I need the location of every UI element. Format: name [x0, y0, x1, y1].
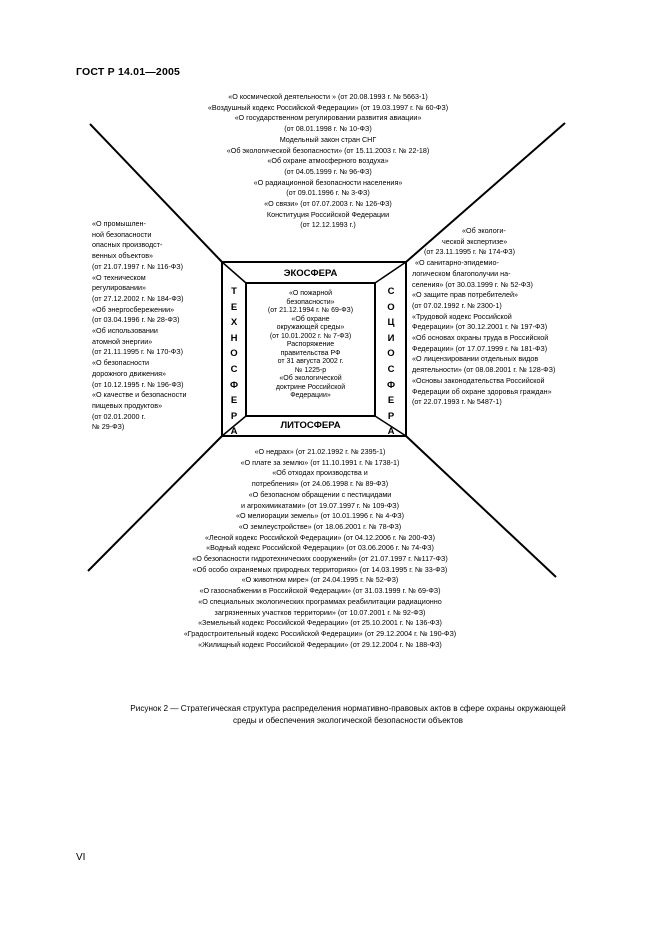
left-laws-block: [92, 219, 224, 433]
top-law-line: (от 08.01.1998 г. № 10-ФЗ): [284, 124, 372, 134]
bottom-law-line: «Об отходах производства и: [272, 468, 368, 478]
top-law-line: «Об экологической безопасности» (от 15.11.2003 г. № 22-18): [226, 145, 430, 155]
bottom-law-line: «Земельный кодекс Российской Федерации» (от 25.10.2001 г. № 136-ФЗ): [198, 618, 442, 628]
right-law-line: «Трудовой кодекс Российской: [412, 311, 512, 321]
document-header: ГОСТ Р 14.01—2005: [76, 66, 181, 78]
sociosphere-label: [384, 284, 398, 440]
technosphere-letter: Ф: [229, 379, 239, 391]
bottom-law-line: «О животном мире» (от 24.04.1995 г. № 52-ФЗ): [241, 575, 399, 585]
left-law-line: «О безопасности: [92, 358, 150, 368]
right-law-line: ческой экспертизе»: [442, 236, 508, 246]
right-law-line: «О санитарно-эпидемио-: [415, 258, 499, 268]
left-law-line: № 29-ФЗ): [92, 422, 125, 432]
bottom-law-line: «О специальных экологических программах реабилитации радиационно: [198, 596, 442, 606]
left-law-line: регулировании»: [92, 283, 146, 293]
right-law-line: (от 07.02.1992 г. № 2300-1): [412, 300, 502, 310]
bottom-laws-block: [110, 447, 530, 650]
right-law-line: (от 23.11.1995 г. № 174-ФЗ): [424, 247, 515, 257]
right-law-line: Федерации» (от 30.12.2001 г. № 197-ФЗ): [412, 322, 548, 332]
sociosphere-letter: О: [387, 348, 395, 360]
top-laws-block: [140, 92, 516, 231]
left-law-line: атомной энергии»: [92, 336, 153, 346]
right-law-line: «Об основах охраны труда в Российской: [412, 333, 549, 343]
left-law-line: дорожного движения»: [92, 368, 167, 378]
technosphere-letter: Т: [231, 286, 237, 297]
technosphere-letter: Р: [230, 410, 238, 422]
bottom-law-line: «Водный кодекс Российской Федерации» (от 03.06.2006 г. № 74-ФЗ): [206, 543, 434, 553]
top-law-line: «Об охране атмосферного воздуха»: [267, 156, 389, 166]
bottom-law-line: «Об особо охраняемых природных территориях» (от 14.03.1995 г. № 33-ФЗ): [192, 564, 448, 574]
sociosphere-letter: А: [387, 426, 395, 438]
caption-line: Рисунок 2 — Стратегическая структура распределения нормативно-правовых актов в сфере охраны окружающей: [130, 704, 566, 713]
bottom-law-line: «Лесной кодекс Российской Федерации» (от 04.12.2006 г. № 200-ФЗ): [204, 532, 436, 542]
technosphere-letter: С: [230, 363, 238, 375]
left-law-line: «О качестве и безопасности: [92, 390, 187, 400]
right-law-line: (от 22.07.1993 г. № 5487-1): [412, 397, 502, 407]
left-law-line: опасных производст-: [92, 240, 163, 250]
top-law-line: (от 09.01.1996 г. № 3-ФЗ): [286, 188, 370, 198]
inner-law-line: доктрине Российской: [275, 383, 346, 391]
inner-law-line: «Об экологической: [279, 375, 342, 382]
bottom-law-line: потребления» (от 24.06.1998 г. № 89-ФЗ): [251, 479, 389, 489]
left-law-line: «О промышлен-: [92, 219, 146, 228]
top-law-line: (от 04.05.1999 г. № 96-ФЗ): [284, 166, 372, 176]
sociosphere-letter: Е: [387, 395, 395, 407]
inner-law-line: «О пожарной: [288, 290, 333, 297]
right-law-line: логическом благополучии на-: [412, 268, 511, 278]
bottom-law-line: и агрохимикатами» (от 19.07.1997 г. № 109-ФЗ): [241, 500, 399, 510]
inner-law-line: Федерации»: [290, 392, 331, 399]
left-law-line: ной безопасности: [92, 229, 152, 239]
bottom-law-line: «Жилищный кодекс Российской Федерации» (от 29.12.2004 г. № 188-ФЗ): [198, 639, 442, 649]
sociosphere-letter: Р: [387, 410, 395, 422]
sociosphere-letter: Ф: [386, 379, 396, 391]
technosphere-letter: Н: [230, 332, 238, 344]
top-law-line: «О государственном регулировании развития авиации»: [234, 113, 422, 123]
top-law-line: (от 12.12.1993 г.): [300, 220, 356, 230]
left-law-line: (от 27.12.2002 г. № 184-ФЗ): [92, 293, 184, 303]
right-law-line: деятельности» (от 08.08.2001 г. № 128-ФЗ): [412, 365, 556, 375]
top-law-line: «О космической деятельности » (от 20.08.1993 г. № 5663-1): [228, 92, 428, 101]
sociosphere-letter: Ц: [387, 317, 395, 329]
bottom-law-line: «О мелиорации земель» (от 10.01.1996 г. № 4-ФЗ): [236, 511, 404, 521]
sociosphere-letter: С: [387, 363, 395, 375]
right-law-line: Федерации» (от 17.07.1999 г. № 181-ФЗ): [412, 343, 548, 353]
ecosphere-label: ЭКОСФЕРА: [283, 268, 338, 279]
bottom-law-line: «О газоснабжении в Российской Федерации» (от 31.03.1999 г. № 69-ФЗ): [199, 586, 441, 596]
technosphere-letter: Е: [230, 395, 238, 407]
right-law-line: Федерации об охране здоровья граждан»: [412, 386, 552, 396]
left-law-line: (от 10.12.1995 г. № 196-ФЗ): [92, 379, 184, 389]
top-law-line: «О радиационной безопасности населения»: [253, 177, 403, 187]
top-law-line: «Воздушный кодекс Российской Федерации» (от 19.03.1997 г. № 60-ФЗ): [207, 102, 449, 112]
left-law-line: (от 02.01.2000 г.: [92, 411, 146, 421]
inner-law-line: «Об охране: [291, 315, 330, 323]
bottom-law-line: «Градостроительный кодекс Российской Федерации» (от 29.12.2004 г. № 190-ФЗ): [183, 628, 457, 638]
right-law-line: «О защите прав потребителей»: [412, 290, 518, 300]
bottom-law-line: «О плате за землю» (от 11.10.1991 г. № 1738-1): [240, 457, 400, 467]
sociosphere-letter: О: [387, 301, 395, 313]
page-number: VI: [76, 852, 86, 863]
right-law-line: «Об экологи-: [462, 226, 506, 235]
inner-law-line: № 1225-р: [294, 366, 327, 374]
bottom-law-line: «О землеустройстве» (от 18.06.2001 г. № 78-ФЗ): [238, 521, 402, 531]
bottom-law-line: загрязненных участков территории» (от 10.07.2001 г. № 92-ФЗ): [214, 607, 426, 617]
sociosphere-letter: И: [387, 332, 395, 344]
left-law-line: (от 21.07.1997 г. № 116-ФЗ): [92, 261, 183, 271]
corner-line-tr: [375, 262, 406, 283]
inner-law-line: правительства РФ: [280, 349, 341, 357]
technosphere-letter: Е: [230, 301, 238, 313]
lithosphere-label: ЛИТОСФЕРА: [280, 420, 341, 431]
inner-law-line: безопасности»: [286, 298, 335, 306]
bottom-law-line: «О безопасности гидротехнических сооружений» (от 21.07.1997 г. №117-ФЗ): [192, 554, 448, 564]
right-law-line: «Основы законодательства Российской: [412, 375, 545, 385]
corner-line-tl: [222, 262, 246, 283]
sociosphere-letter: С: [387, 286, 395, 297]
technosphere-letter: О: [230, 348, 238, 360]
right-law-line: селения» (от 30.03.1999 г. № 52-ФЗ): [412, 279, 533, 289]
inner-law-line: (от 10.01.2002 г. № 7-ФЗ): [269, 332, 352, 340]
figure-caption: [88, 703, 608, 726]
left-law-line: «Об энергосбережении»: [92, 304, 175, 314]
inner-laws-block: [248, 290, 373, 401]
bottom-law-line: «О безопасном обращении с пестицидами: [248, 489, 392, 499]
left-law-line: пищевых продуктов»: [92, 400, 163, 410]
left-law-line: (от 03.04.1996 г. № 28-ФЗ): [92, 315, 180, 325]
bottom-law-line: «О недрах» (от 21.02.1992 г. № 2395-1): [254, 447, 386, 456]
right-law-line: «О лицензировании отдельных видов: [412, 354, 539, 364]
left-law-line: (от 21.11.1995 г. № 170-ФЗ): [92, 347, 183, 357]
technosphere-label: [227, 284, 241, 440]
left-law-line: «О техническом: [92, 272, 146, 282]
right-laws-block: [412, 226, 592, 408]
inner-law-line: окружающей среды»: [276, 324, 345, 331]
left-law-line: венных объектов»: [92, 251, 154, 261]
inner-law-line: Распоряжение: [286, 341, 335, 348]
left-law-line: «Об использовании: [92, 326, 158, 336]
inner-law-line: (от 21.12.1994 г. № 69-ФЗ): [267, 307, 354, 314]
top-law-line: «О связи» (от 07.07.2003 г. № 126-ФЗ): [264, 199, 392, 209]
top-law-line: Модельный закон стран СНГ: [279, 134, 377, 144]
technosphere-letter: Х: [230, 317, 238, 329]
top-law-line: Конституция Российской Федерации: [266, 209, 390, 219]
caption-line: среды и обеспечения экологической безопасности объектов: [232, 715, 464, 725]
technosphere-letter: А: [230, 426, 238, 438]
inner-law-line: от 31 августа 2002 г.: [277, 358, 344, 365]
